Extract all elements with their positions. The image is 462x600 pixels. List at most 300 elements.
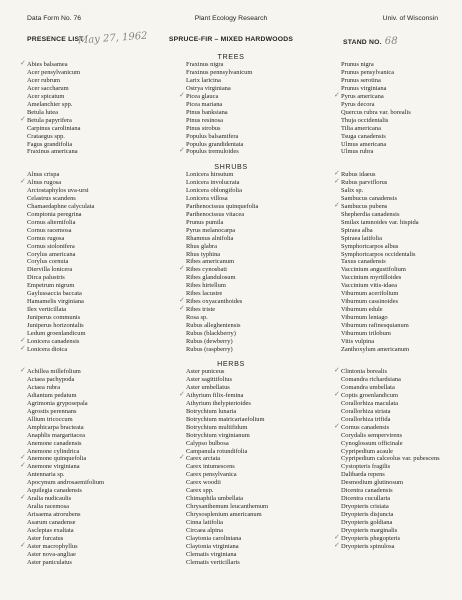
species-name: Dicentra canadensis (341, 487, 393, 495)
species-entry (179, 453, 268, 463)
species-name: Corydalis sempervirens (341, 431, 402, 439)
species-entry (186, 219, 258, 227)
check-mark-icon: ✓ (179, 304, 185, 313)
species-name: Diervilla lonicera (27, 266, 73, 274)
stand-number-handwritten: 68 (384, 36, 398, 47)
species-entry (341, 322, 419, 330)
species-name: Prunus nigra (341, 61, 374, 68)
species-entry (179, 90, 252, 101)
species-name: Rubus parviflorus (341, 178, 388, 186)
species-name: Populus tremuloides (186, 148, 239, 156)
species-entry (186, 463, 268, 471)
herbs-column-2 (179, 368, 269, 567)
species-name: Acer rubrum (27, 76, 61, 84)
species-entry (341, 400, 440, 408)
check-mark-icon: ✓ (20, 114, 26, 123)
species-name: Pyrus americana (341, 92, 384, 100)
species-name: Ribes triste (186, 306, 216, 314)
species-entry (186, 61, 252, 69)
species-entry (341, 148, 411, 156)
species-entry (27, 448, 104, 456)
species-name: Salix sp. (341, 186, 364, 194)
species-name: Aralia racemosa (27, 503, 69, 511)
check-mark-icon: ✓ (179, 296, 185, 305)
species-name: Asarum canadense (27, 519, 76, 527)
shrubs-column-1 (20, 171, 95, 354)
species-name: Corallorhiza maculata (341, 399, 399, 407)
species-name: Tilia americana (341, 124, 381, 132)
species-entry (341, 258, 419, 266)
species-name: Ribes oxyacanthoides (186, 298, 243, 306)
species-name: Antennaria sp. (27, 471, 65, 479)
species-name: Ribes cynosbati (186, 266, 227, 274)
species-entry (27, 227, 94, 235)
section-title-shrubs: SHRUBS (214, 162, 248, 171)
species-entry (186, 368, 268, 376)
species-entry (27, 487, 104, 495)
species-name: Coptis groenlandicum (341, 391, 399, 399)
check-mark-icon: ✓ (20, 59, 26, 67)
shrubs-column-2 (179, 171, 259, 354)
species-entry (341, 432, 440, 440)
species-entry (186, 527, 268, 535)
species-entry (20, 540, 104, 551)
species-entry (27, 479, 104, 487)
species-name: Amelanchier spp. (27, 100, 73, 108)
species-entry (186, 195, 258, 203)
species-name: Adiantum pedatum (27, 391, 77, 399)
species-name: Desmodium glutinosum (341, 479, 404, 487)
species-name: Lonicera villosa (186, 194, 228, 202)
species-entry (186, 424, 268, 432)
check-mark-icon: ✓ (20, 461, 26, 470)
species-name: Pyrus melanocarpa (186, 226, 236, 234)
species-entry (341, 211, 419, 219)
species-name: Viburnum rafinesquianum (341, 322, 409, 330)
species-entry (186, 559, 268, 567)
species-name: Zanthoxylum americanum (341, 345, 410, 353)
species-entry (341, 527, 440, 535)
species-name: Vaccinium angustifolium (341, 266, 406, 274)
species-entry (334, 90, 411, 101)
species-name: Corylus cornuta (27, 258, 69, 266)
species-name: Cinna latifolia (186, 519, 224, 527)
species-entry (341, 495, 440, 503)
species-name: Fraxinus nigra (186, 61, 224, 68)
species-name: Lonicera involucrata (186, 178, 240, 186)
species-entry (186, 338, 258, 346)
species-name: Pinus strobus (186, 124, 221, 132)
species-entry (341, 235, 419, 243)
species-entry (341, 266, 419, 274)
species-entry (20, 461, 104, 471)
check-mark-icon: ✓ (334, 421, 340, 430)
check-mark-icon: ✓ (20, 343, 26, 352)
species-entry (20, 59, 80, 69)
species-entry (20, 453, 104, 463)
species-name: Cornus racemosa (27, 226, 72, 234)
check-mark-icon: ✓ (20, 453, 26, 462)
species-name: Acer spicatum (27, 92, 65, 100)
species-name: Athyrium filix-femina (186, 391, 244, 399)
species-entry (341, 448, 440, 456)
species-name: Sambucus pubens (341, 202, 388, 210)
handwritten-date: May 27, 1962 (77, 30, 148, 47)
species-name: Allium tricoccum (27, 415, 73, 423)
check-mark-icon: ✓ (179, 453, 185, 462)
species-name: Ulmus americana (341, 140, 387, 148)
species-entry (27, 440, 104, 448)
section-title-trees: TREES (217, 52, 245, 61)
species-entry (186, 432, 268, 440)
species-entry (27, 187, 94, 195)
species-entry (186, 330, 258, 338)
species-entry (341, 471, 440, 479)
check-mark-icon: ✓ (179, 146, 185, 155)
species-entry (186, 133, 252, 141)
species-name: Athyrium thelypterioides (186, 399, 251, 407)
species-name: Arisaema atrorubens (27, 511, 81, 519)
species-name: Corallorhiza striata (341, 407, 391, 415)
species-name: Rubus allegheniensis (186, 322, 241, 330)
species-entry (186, 551, 268, 559)
trees-column-2 (179, 61, 253, 156)
species-name: Viburnum cassinoides (341, 298, 399, 306)
species-entry (27, 235, 94, 243)
check-mark-icon: ✓ (179, 264, 185, 273)
species-name: Cypripedium acaule (341, 447, 394, 455)
species-entry (186, 314, 258, 322)
species-entry (341, 101, 411, 109)
species-entry (186, 282, 258, 290)
species-name: Agrostis perennans (27, 407, 77, 415)
species-entry (27, 211, 94, 219)
species-entry (179, 264, 258, 274)
species-name: Carex spp. (186, 487, 214, 495)
species-name: Spiraea alba (341, 226, 373, 234)
species-entry (186, 448, 268, 456)
species-entry (341, 346, 419, 354)
shrubs-column-3 (334, 169, 419, 354)
species-entry (341, 109, 411, 117)
species-entry (27, 424, 104, 432)
species-name: Juniperus communis (27, 314, 81, 322)
species-name: Prunus serotina (341, 76, 381, 84)
species-name: Vaccinium myrtilloides (341, 274, 402, 282)
check-mark-icon: ✓ (20, 540, 26, 549)
species-name: Viburnum trilobum (341, 330, 391, 338)
check-mark-icon: ✓ (334, 533, 340, 542)
species-name: Corylus americana (27, 250, 76, 258)
species-name: Cornus rugosa (27, 234, 65, 242)
species-name: Lonicera dioica (27, 345, 68, 353)
species-name: Parthenocissus vitacea (186, 210, 245, 218)
species-entry (341, 243, 419, 251)
species-entry (186, 69, 252, 77)
species-name: Comptonia peregrina (27, 210, 82, 218)
species-entry (186, 519, 268, 527)
species-entry (27, 93, 80, 101)
species-entry (186, 487, 268, 495)
species-entry (186, 535, 268, 543)
species-name: Botrychium virginianum (186, 431, 250, 439)
species-name: Rubus (dewberry) (186, 338, 233, 346)
species-name: Anemone canadensis (27, 439, 82, 447)
species-entry (334, 533, 440, 543)
species-name: Symphoricarpos occidentalis (341, 250, 416, 258)
species-name: Quercus rubra var. borealis (341, 108, 411, 116)
species-entry (341, 290, 419, 298)
check-mark-icon: ✓ (20, 336, 26, 345)
species-name: Amphicarpa bracteata (27, 423, 84, 431)
species-name: Carex pensylvanica (186, 471, 237, 479)
species-entry (341, 487, 440, 495)
species-entry (341, 251, 419, 259)
species-name: Rubus (raspberry) (186, 345, 233, 353)
species-entry (334, 169, 419, 179)
species-name: Asclepias exaltata (27, 527, 74, 535)
species-entry (341, 85, 411, 93)
species-entry (334, 200, 419, 211)
species-entry (341, 416, 440, 424)
species-name: Achillea millefolium (27, 368, 81, 375)
check-mark-icon: ✓ (334, 169, 340, 177)
species-name: Parthenocissus quinquefolia (186, 202, 259, 210)
species-entry (27, 290, 94, 298)
species-entry (27, 314, 94, 322)
species-name: Corallorhiza trifida (341, 415, 391, 423)
species-name: Aster nova-angliae (27, 550, 76, 558)
species-entry (186, 117, 252, 125)
species-name: Fraxinus americana (27, 148, 78, 156)
species-name: Empetrum nigrum (27, 282, 75, 290)
species-name: Picea mariana (186, 100, 223, 108)
species-name: Pinus banksiana (186, 108, 228, 116)
species-name: Celastrus scandens (27, 194, 76, 202)
species-name: Lonicera hirsutum (186, 171, 234, 178)
species-name: Aster umbellatus (186, 383, 230, 391)
species-entry (186, 211, 258, 219)
species-name: Tsuga canadensis (341, 132, 386, 140)
species-entry (27, 527, 104, 535)
herbs-column-3 (334, 366, 440, 551)
species-name: Picea glauca (186, 92, 219, 100)
species-name: Claytonia virginiana (186, 542, 239, 550)
species-name: Chamaedaphne calyculata (27, 202, 95, 210)
species-name: Vaccinium vitis-idaea (341, 282, 397, 290)
species-entry (27, 266, 94, 274)
species-entry (341, 306, 419, 314)
species-entry (27, 376, 104, 384)
species-name: Anemone virginiana (27, 463, 80, 471)
species-name: Crataegus spp. (27, 132, 65, 140)
species-name: Comandra richardsiana (341, 375, 401, 383)
species-entry (186, 471, 268, 479)
species-name: Carex woodii (186, 479, 221, 487)
species-name: Dicentra cucullaria (341, 495, 391, 503)
species-entry (27, 203, 94, 211)
species-name: Carex intumescens (186, 463, 235, 471)
species-name: Pinus resinosa (186, 116, 224, 124)
species-entry (341, 125, 411, 133)
species-entry (341, 274, 419, 282)
check-mark-icon: ✓ (20, 493, 26, 502)
species-entry (27, 195, 94, 203)
species-name: Circaea alpina (186, 527, 223, 535)
species-entry (334, 366, 440, 376)
species-entry (341, 338, 419, 346)
species-name: Aster puniceus (186, 368, 225, 375)
species-entry (186, 440, 268, 448)
species-entry (186, 543, 268, 551)
species-name: Dryopteris goldiana (341, 519, 393, 527)
species-name: Chrysanthemum leucanthemum (186, 503, 269, 511)
species-name: Calypso bulbosa (186, 439, 229, 447)
species-entry (341, 330, 419, 338)
species-name: Betula lutea (27, 108, 58, 116)
species-name: Anemone quinquefolia (27, 455, 87, 463)
university-name: Univ. of Wisconsin (382, 15, 438, 22)
species-name: Abies balsamea (27, 61, 68, 68)
species-entry (186, 101, 252, 109)
species-entry (334, 389, 440, 400)
species-entry (341, 314, 419, 322)
species-name: Ledum groenlandicum (27, 330, 86, 338)
stand-label: STAND NO. (343, 39, 382, 46)
species-name: Dryopteris cristata (341, 503, 389, 511)
species-entry (27, 219, 94, 227)
stand-number (343, 36, 398, 47)
species-name: Fraxinus pennsylvanicum (186, 68, 253, 76)
species-entry (27, 133, 80, 141)
species-name: Smilax tamnoides var. hispida (341, 218, 419, 226)
species-entry (341, 511, 440, 519)
species-entry (27, 322, 94, 330)
species-entry (27, 298, 94, 306)
check-mark-icon: ✓ (334, 200, 340, 209)
species-name: Lonicera oblongifolia (186, 186, 242, 194)
species-name: Spiraea latifolia (341, 234, 382, 242)
species-name: Larix laricina (186, 76, 221, 84)
species-name: Aster furcatus (27, 535, 64, 543)
species-entry (341, 479, 440, 487)
species-entry (20, 176, 94, 187)
species-name: Rhus glabra (186, 242, 217, 250)
check-mark-icon: ✓ (334, 389, 340, 398)
species-name: Campanula rotundifolia (186, 447, 248, 455)
species-name: Apocynum androsaemifolium (27, 479, 105, 487)
species-name: Botrychium multifidum (186, 423, 248, 431)
species-name: Dryopteris marginalis (341, 527, 398, 535)
species-entry (186, 125, 252, 133)
species-entry (186, 408, 268, 416)
species-name: Dalibarda repens (341, 471, 385, 479)
species-name: Clintonia borealis (341, 368, 387, 375)
species-entry (341, 282, 419, 290)
species-name: Ribes glandulosum (186, 274, 236, 282)
species-entry (27, 148, 80, 156)
species-entry (27, 432, 104, 440)
form-number: Data Form No. 76 (27, 15, 82, 22)
species-name: Cornus stolonifera (27, 242, 75, 250)
species-entry (186, 400, 268, 408)
species-name: Carpinus caroliniana (27, 124, 81, 132)
species-name: Ribes americanum (186, 258, 235, 266)
species-entry (20, 493, 104, 503)
species-name: Claytonia caroliniana (186, 535, 242, 543)
species-entry (27, 511, 104, 519)
forest-type-heading: SPRUCE-FIR – MIXED HARDWOODS (168, 36, 294, 43)
trees-column-1 (20, 59, 81, 156)
species-name: Alnus rugosa (27, 178, 62, 186)
species-entry (186, 416, 268, 424)
species-entry (341, 69, 411, 77)
species-name: Aralia nudicaulis (27, 495, 72, 503)
species-name: Alnus crispa (27, 171, 60, 178)
species-entry (179, 296, 258, 306)
species-name: Actaea pachypoda (27, 375, 75, 383)
species-name: Rhus typhina (186, 250, 221, 258)
presence-list-heading: PRESENCE LIST (27, 36, 84, 43)
species-name: Botrychium lunaria (186, 407, 237, 415)
check-mark-icon: ✓ (179, 90, 185, 99)
species-entry (27, 519, 104, 527)
species-entry (341, 503, 440, 511)
species-name: Populus grandidentata (186, 140, 244, 148)
species-entry (341, 77, 411, 85)
species-name: Ostrya virginiana (186, 84, 231, 92)
species-name: Comandra umbellata (341, 383, 395, 391)
species-entry (27, 85, 80, 93)
species-name: Chimaphila umbellata (186, 495, 244, 503)
check-mark-icon: ✓ (334, 366, 340, 374)
species-entry (27, 400, 104, 408)
species-entry (186, 290, 258, 298)
species-entry (186, 243, 258, 251)
species-name: Ribes lacustre (186, 290, 223, 298)
species-entry (27, 503, 104, 511)
species-entry (341, 117, 411, 125)
species-name: Aquilegia canadensis (27, 487, 82, 495)
herbs-column-1 (20, 366, 105, 567)
species-entry (186, 258, 258, 266)
check-mark-icon: ✓ (334, 540, 340, 549)
species-name: Dryopteris phegopteris (341, 535, 401, 543)
species-entry (27, 251, 94, 259)
section-title-herbs: HERBS (217, 359, 245, 368)
species-name: Sambucus canadensis (341, 194, 397, 202)
species-entry (27, 274, 94, 282)
species-name: Taxus canadensis (341, 258, 386, 266)
species-entry (341, 440, 440, 448)
species-name: Dryopteris disjuncta (341, 511, 394, 519)
species-name: Carex arctata (186, 455, 221, 463)
species-entry (341, 376, 440, 384)
species-entry (27, 392, 104, 400)
check-mark-icon: ✓ (179, 389, 185, 398)
species-entry (186, 495, 268, 503)
species-name: Anaphlis margaritacea (27, 431, 85, 439)
species-entry (341, 455, 440, 463)
species-name: Aster paniculatus (27, 558, 72, 566)
species-entry (186, 203, 258, 211)
species-name: Viburnum edule (341, 306, 383, 314)
species-entry (341, 519, 440, 527)
species-entry (186, 171, 258, 179)
species-entry (341, 195, 419, 203)
species-entry (27, 416, 104, 424)
species-name: Vitis vulpina (341, 338, 375, 346)
